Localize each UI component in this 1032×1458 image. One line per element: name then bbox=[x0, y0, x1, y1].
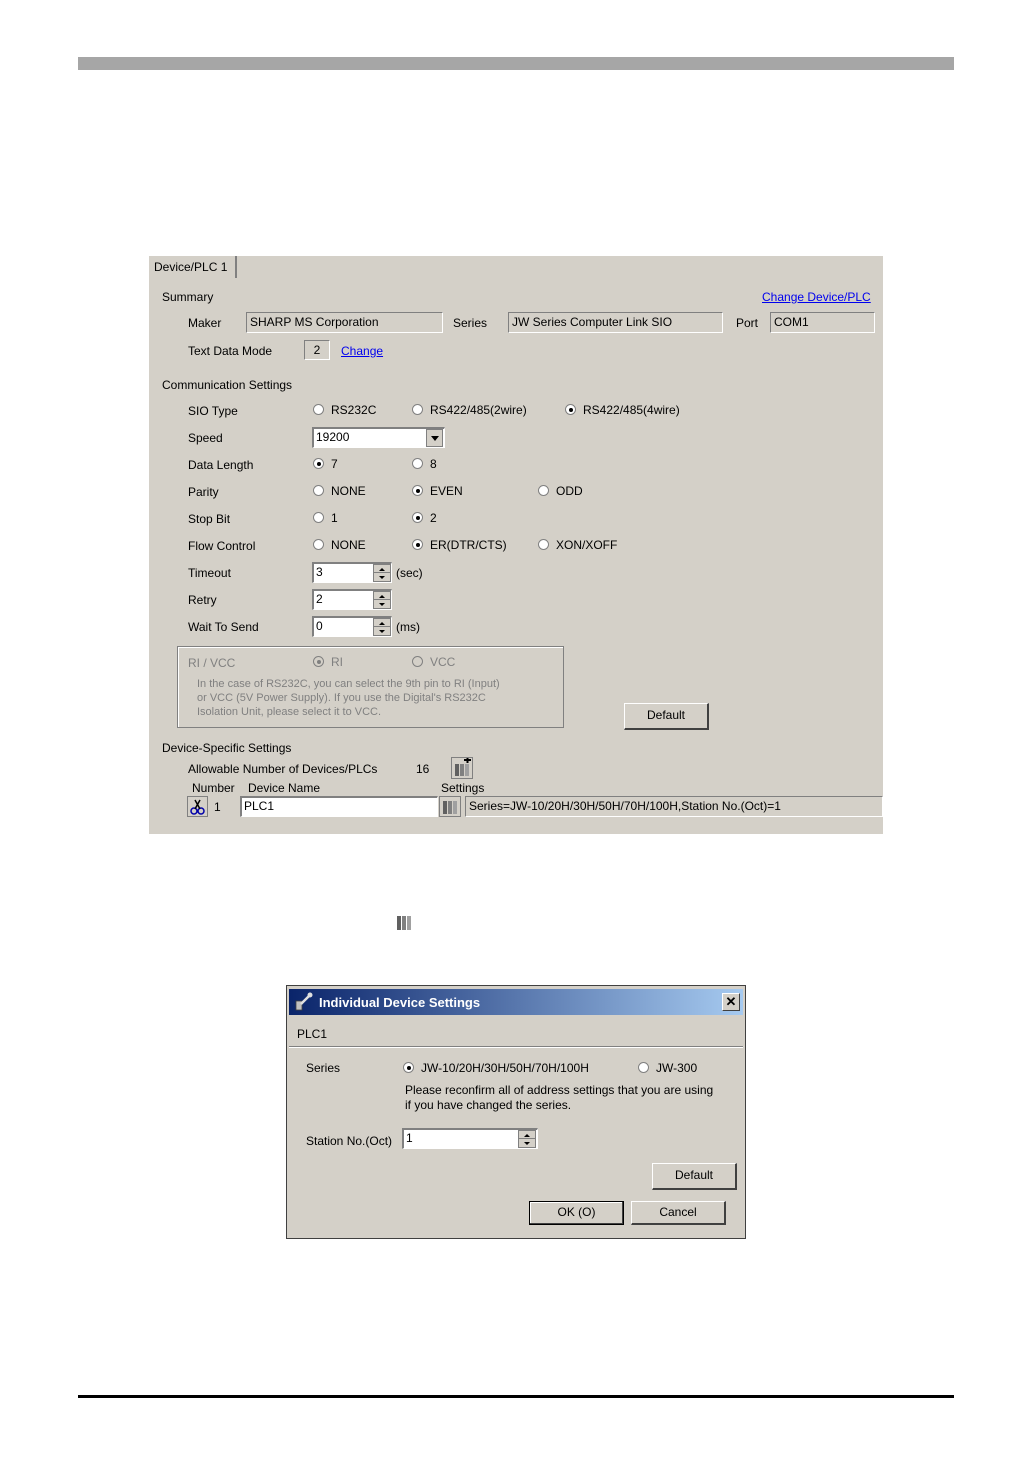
dialog-separator bbox=[289, 1046, 743, 1048]
flow-er-label: ER(DTR/CTS) bbox=[430, 538, 507, 552]
parity-none-radio[interactable] bbox=[313, 485, 324, 496]
allowable-devices-value: 16 bbox=[416, 762, 430, 776]
spin-up-icon[interactable] bbox=[374, 565, 390, 573]
spin-down-icon[interactable] bbox=[374, 573, 390, 581]
text-data-mode-label: Text Data Mode bbox=[188, 344, 273, 358]
flow-none-radio[interactable] bbox=[313, 539, 324, 550]
flow-er-radio[interactable] bbox=[412, 539, 423, 550]
wrench-icon bbox=[294, 992, 314, 1012]
port-label: Port bbox=[736, 316, 759, 330]
data-length-8-label: 8 bbox=[430, 457, 437, 471]
device-name-input[interactable] bbox=[240, 796, 438, 817]
dialog-note-line-1: Please reconfirm all of address settings that you are using bbox=[405, 1083, 714, 1097]
speed-dropdown-chevron-icon[interactable] bbox=[426, 429, 443, 447]
parity-even-label: EVEN bbox=[430, 484, 463, 498]
text-data-mode-change-link[interactable]: Change bbox=[341, 344, 384, 358]
device-settings-summary: Series=JW-10/20H/30H/50H/70H/100H,Station No.(Oct)=1 bbox=[465, 796, 883, 817]
parity-label: Parity bbox=[188, 485, 219, 499]
summary-heading: Summary bbox=[162, 290, 214, 304]
add-device-icon[interactable] bbox=[451, 757, 473, 779]
col-number: Number bbox=[192, 781, 235, 795]
timeout-label: Timeout bbox=[188, 566, 231, 580]
parity-odd-radio[interactable] bbox=[538, 485, 549, 496]
speed-value: 19200 bbox=[316, 430, 350, 444]
retry-spinner[interactable] bbox=[373, 591, 391, 609]
sio-type-label: SIO Type bbox=[188, 404, 238, 418]
sio-rs232c-label: RS232C bbox=[331, 403, 377, 417]
rivcc-ri-radio[interactable] bbox=[313, 656, 324, 667]
rivcc-vcc-label: VCC bbox=[430, 655, 456, 669]
spin-up-icon[interactable] bbox=[374, 619, 390, 627]
dialog-note-line-2: if you have changed the series. bbox=[405, 1098, 572, 1112]
series-field: JW Series Computer Link SIO bbox=[508, 312, 723, 333]
series-jw300-radio[interactable] bbox=[638, 1062, 649, 1073]
data-length-label: Data Length bbox=[188, 458, 254, 472]
timeout-unit: (sec) bbox=[396, 566, 423, 580]
communication-settings-heading: Communication Settings bbox=[162, 378, 293, 392]
dialog-cancel-button[interactable]: Cancel bbox=[631, 1201, 726, 1225]
comm-default-button[interactable]: Default bbox=[624, 703, 709, 730]
change-device-plc-link[interactable]: Change Device/PLC bbox=[762, 290, 871, 304]
sio-rs422-2wire-radio[interactable] bbox=[412, 404, 423, 415]
spin-down-icon[interactable] bbox=[374, 627, 390, 635]
data-length-7-label: 7 bbox=[331, 457, 338, 471]
sio-rs422-4wire-label: RS422/485(4wire) bbox=[583, 403, 680, 417]
page-header-bar bbox=[78, 57, 954, 70]
sio-rs422-2wire-label: RS422/485(2wire) bbox=[430, 403, 527, 417]
station-no-label: Station No.(Oct) bbox=[306, 1134, 393, 1148]
spin-up-icon[interactable] bbox=[374, 592, 390, 600]
station-no-spinner[interactable] bbox=[518, 1130, 536, 1148]
retry-value: 2 bbox=[316, 592, 323, 606]
series-jw10-label: JW-10/20H/30H/50H/70H/100H bbox=[421, 1061, 589, 1075]
series-jw300-label: JW-300 bbox=[656, 1061, 698, 1075]
col-device-name: Device Name bbox=[248, 781, 321, 795]
tab-device-plc-1[interactable] bbox=[149, 256, 237, 278]
flow-xon-xoff-radio[interactable] bbox=[538, 539, 549, 550]
retry-label: Retry bbox=[188, 593, 217, 607]
sio-rs232c-radio[interactable] bbox=[313, 404, 324, 415]
parity-even-radio[interactable] bbox=[412, 485, 423, 496]
device-row-number: 1 bbox=[214, 800, 221, 814]
parity-odd-label: ODD bbox=[556, 484, 583, 498]
station-no-value: 1 bbox=[406, 1131, 413, 1145]
rivcc-ri-label: RI bbox=[331, 655, 343, 669]
col-settings: Settings bbox=[441, 781, 485, 795]
device-name-value: PLC1 bbox=[244, 799, 275, 813]
data-length-8-radio[interactable] bbox=[412, 458, 423, 469]
rivcc-note-line-3: Isolation Unit, please select it to VCC. bbox=[197, 706, 382, 718]
text-data-mode-field: 2 bbox=[304, 340, 330, 360]
allowable-devices-label: Allowable Number of Devices/PLCs bbox=[188, 762, 378, 776]
stop-bit-1-radio[interactable] bbox=[313, 512, 324, 523]
wait-to-send-unit: (ms) bbox=[396, 620, 420, 634]
device-settings-icon bbox=[395, 912, 415, 932]
dialog-ok-button[interactable]: OK (O) bbox=[529, 1201, 624, 1225]
wait-to-send-value: 0 bbox=[316, 619, 323, 633]
series-jw10-radio[interactable] bbox=[403, 1062, 414, 1073]
tab-label: Device/PLC 1 bbox=[154, 260, 228, 274]
dialog-device-name: PLC1 bbox=[297, 1027, 328, 1041]
device-specific-heading: Device-Specific Settings bbox=[162, 741, 292, 755]
speed-label: Speed bbox=[188, 431, 223, 445]
rivcc-label: RI / VCC bbox=[188, 656, 236, 670]
data-length-7-radio[interactable] bbox=[313, 458, 324, 469]
device-settings-icon[interactable] bbox=[439, 796, 461, 817]
dialog-series-label: Series bbox=[306, 1061, 341, 1075]
timeout-spinner[interactable] bbox=[373, 564, 391, 582]
maker-label: Maker bbox=[188, 316, 222, 330]
spin-down-icon[interactable] bbox=[519, 1139, 535, 1147]
page-footer-rule bbox=[78, 1395, 954, 1398]
stop-bit-2-label: 2 bbox=[430, 511, 437, 525]
flow-none-label: NONE bbox=[331, 538, 366, 552]
rivcc-note-line-1: In the case of RS232C, you can select the 9th pin to RI (Input) bbox=[197, 678, 500, 690]
flow-control-label: Flow Control bbox=[188, 539, 256, 553]
dialog-title: Individual Device Settings bbox=[319, 995, 481, 1010]
stop-bit-1-label: 1 bbox=[331, 511, 338, 525]
dialog-default-button[interactable]: Default bbox=[652, 1163, 737, 1190]
spin-down-icon[interactable] bbox=[374, 600, 390, 608]
close-icon[interactable]: ✕ bbox=[722, 993, 740, 1011]
stop-bit-2-radio[interactable] bbox=[412, 512, 423, 523]
wait-to-send-label: Wait To Send bbox=[188, 620, 259, 634]
timeout-value: 3 bbox=[316, 565, 323, 579]
rivcc-note-line-2: or VCC (5V Power Supply). If you use the Digital's RS232C bbox=[197, 692, 486, 704]
wait-to-send-spinner[interactable] bbox=[373, 618, 391, 636]
device-row-edit-icon[interactable] bbox=[187, 796, 208, 817]
port-field: COM1 bbox=[770, 312, 875, 333]
parity-none-label: NONE bbox=[331, 484, 366, 498]
series-label: Series bbox=[453, 316, 488, 330]
rivcc-vcc-radio[interactable] bbox=[412, 656, 423, 667]
stop-bit-label: Stop Bit bbox=[188, 512, 231, 526]
maker-field: SHARP MS Corporation bbox=[246, 312, 443, 333]
flow-xon-xoff-label: XON/XOFF bbox=[556, 538, 618, 552]
spin-up-icon[interactable] bbox=[519, 1131, 535, 1139]
sio-rs422-4wire-radio[interactable] bbox=[565, 404, 576, 415]
